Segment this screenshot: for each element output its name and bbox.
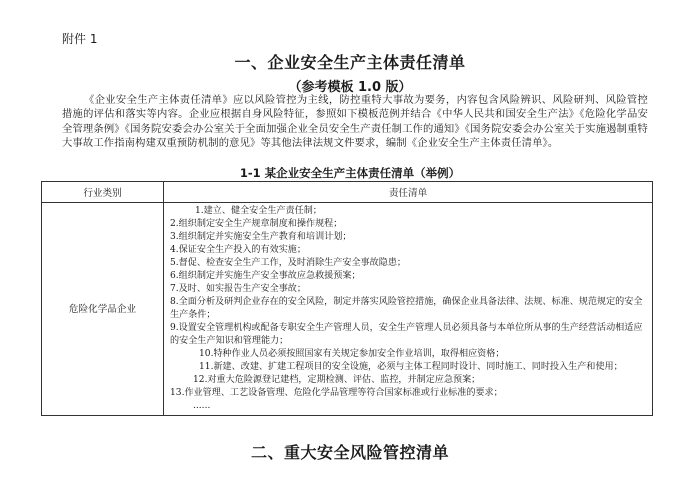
list-item: 11.新建、改建、扩建工程项目的安全设施，必须与主体工程同时设计、同时施工、同时投入生产和使用；: [199, 362, 623, 372]
list-item: 13.作业管理、工艺设备管理、危险化学品管理等符合国家标准或行业标准的要求；: [170, 388, 503, 398]
list-item: 1.建立、健全安全生产责任制；: [195, 206, 322, 216]
list-item: 6.组织制定并实施生产安全事故应急救援预案；: [170, 271, 361, 281]
list-item: 5.督促、检查安全生产工作，及时消除生产安全事故隐患；: [170, 258, 407, 268]
section2-title: 二、重大安全风险管控清单: [250, 443, 449, 462]
list-item: 10.特种作业人员必须按照国家有关规定参加安全作业培训，取得相应资格；: [199, 349, 505, 359]
list-item: 8.全面分析及研判企业存在的安全风险，制定并落实风险管控措施，确保企业具备法律、法规、标准、规范规定的安全生产条件；: [170, 297, 643, 320]
header-responsibility-list: 责任清单: [164, 182, 653, 203]
list-item: 3.组织制定并实施安全生产教育和培训计划；: [170, 232, 352, 242]
table-title: 1-1 某企业安全生产主体责任清单（举例）: [239, 166, 461, 180]
table-row: [42, 203, 653, 416]
intro-paragraph: 《企业安全生产主体责任清单》应以风险管控为主线，防控重特大事故为要务，内容包含风险辨识、风险研判、风险管控措施的评估和落实等内容。企业应根据自身风险特征，参照如下模板范例并结合《中华人民共和国安全生产法》《危险化学品安全管理条例》《国务院安委会办公室关于全面加强企业全员安全生产责任制工作的通知》《国务院安委会办公室关于实施遏制重特大事故工作指南构建双重预防机制的意见》等其他法律法规文件要求，编制《企业安全生产主体责任清单》。: [62, 94, 648, 149]
section1-subtitle: （参考模板 1.0 版）: [288, 80, 412, 95]
list-item: 7.及时、如实报告生产安全事故；: [170, 284, 306, 294]
list-item: 4.保证安全生产投入的有效实施；: [170, 245, 306, 255]
list-item: 9.设置安全管理机构或配备专职安全生产管理人员，安全生产管理人员必须具备与本单位所从事的生产经营活动相适应的安全生产知识和管理能力；: [170, 323, 643, 346]
industry-category-cell: 危险化学品企业: [42, 203, 164, 416]
table-header-row: [42, 182, 653, 203]
responsibility-list-cell: [164, 203, 653, 416]
responsibility-table: [41, 181, 653, 416]
list-item: ......: [193, 401, 211, 411]
header-industry-category: 行业类别: [42, 182, 164, 203]
attachment-label: 附件 1: [62, 32, 98, 46]
list-item: 2.组织制定安全生产规章制度和操作规程；: [170, 219, 343, 229]
section1-title: 一、企业安全生产主体责任清单: [234, 53, 466, 72]
list-item: 12.对重大危险源登记建档，定期检测、评估、监控，并制定应急预案；: [193, 375, 481, 385]
